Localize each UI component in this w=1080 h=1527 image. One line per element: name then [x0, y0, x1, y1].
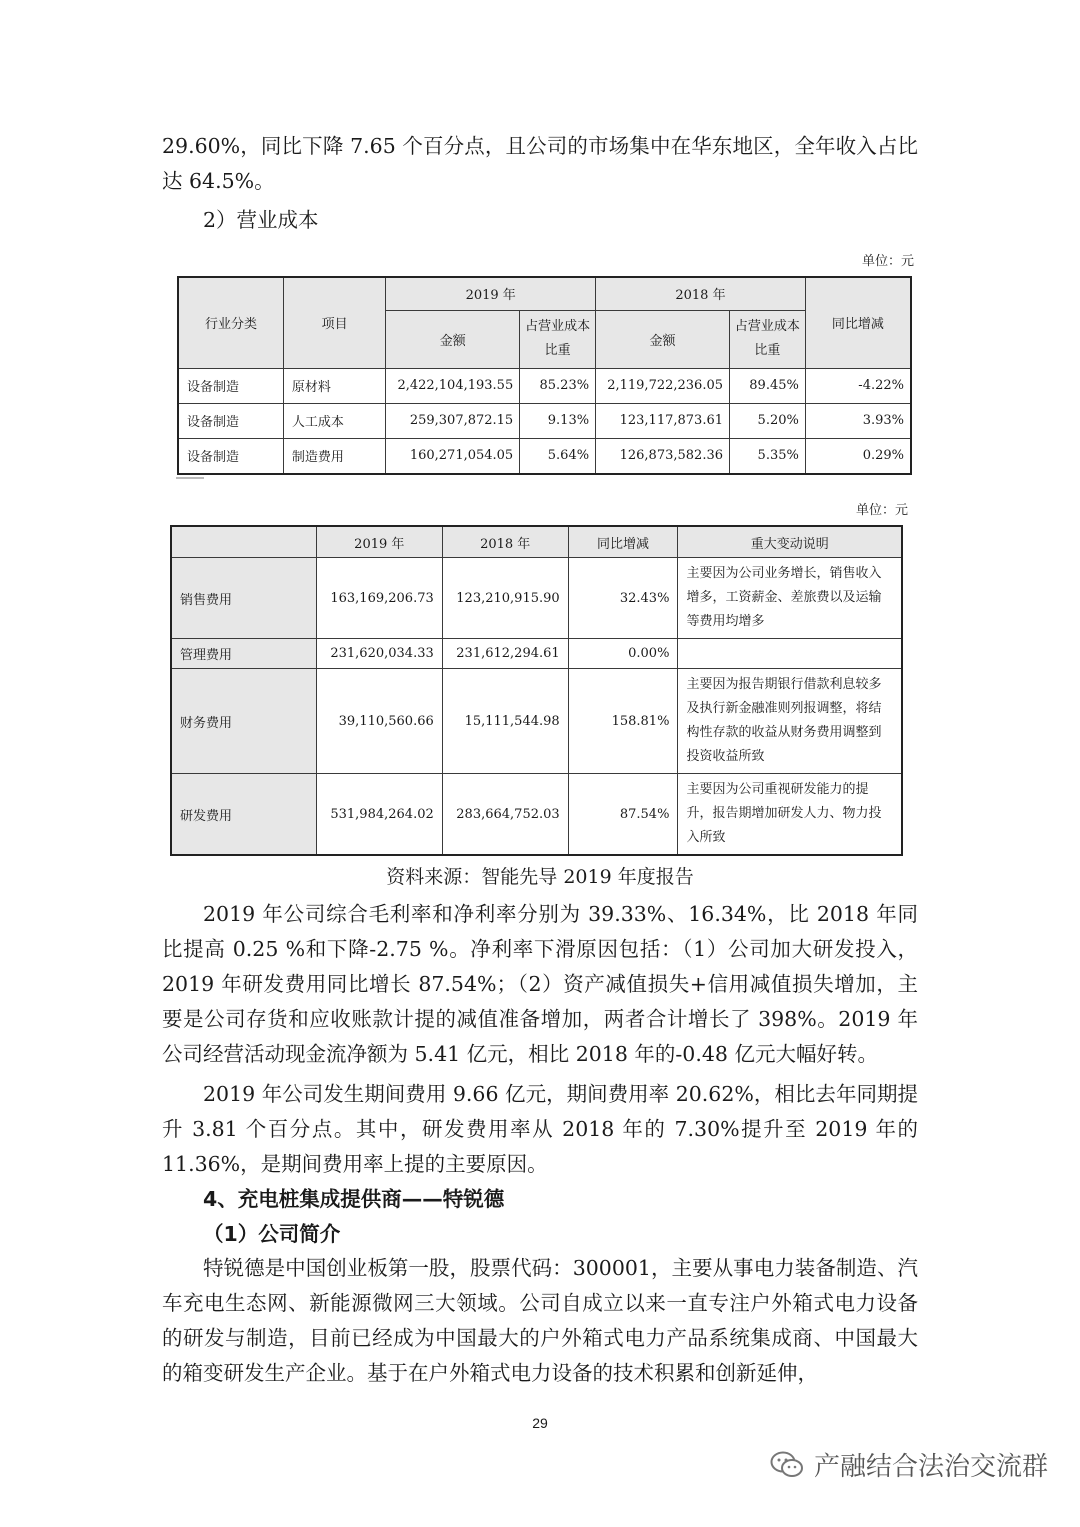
cell-item: 原材料 — [283, 368, 385, 403]
cell-2019: 163,169,206.73 — [316, 558, 442, 639]
row-label: 财务费用 — [171, 669, 316, 774]
cell-yoy: 3.93% — [805, 403, 911, 438]
cell-amount-2018: 2,119,722,236.05 — [596, 368, 730, 403]
operating-cost-table — [177, 276, 912, 475]
table-row — [171, 669, 902, 774]
table-row — [178, 403, 911, 438]
table-row — [171, 558, 902, 639]
cell-yoy: 0.00% — [568, 639, 678, 669]
table-row — [178, 368, 911, 403]
cell-2019: 231,620,034.33 — [316, 639, 442, 669]
cell-yoy: -4.22% — [805, 368, 911, 403]
cell-ratio-2019: 85.23% — [520, 368, 596, 403]
header-2019: 2019 年 — [316, 526, 442, 558]
table-row — [178, 438, 911, 474]
intro-heading: （1）公司简介 — [203, 1222, 341, 1246]
source-caption: 资料来源：智能先导 2019 年度报告 — [386, 866, 694, 888]
cell-yoy: 158.81% — [568, 669, 678, 774]
page-number: 29 — [532, 1415, 548, 1431]
header-2018: 2018 年 — [442, 526, 568, 558]
cell-ratio-2019: 5.64% — [520, 438, 596, 474]
cell-amount-2019: 259,307,872.15 — [386, 403, 520, 438]
table1-unit: 单位：元 — [861, 254, 914, 269]
table2-unit: 单位：元 — [855, 503, 908, 518]
cell-industry: 设备制造 — [178, 438, 283, 474]
cell-ratio-2018: 5.35% — [730, 438, 806, 474]
cell-yoy: 0.29% — [805, 438, 911, 474]
cell-note: 主要因为报告期银行借款利息较多及执行新金融准则列报调整，将结构性存款的收益从财务费用调整到投资收益所致 — [678, 669, 902, 774]
header-2018: 2018 年 — [596, 277, 806, 310]
intro-paragraph: 29.60%，同比下降 7.65 个百分点，且公司的市场集中在华东地区，全年收入占比达 64.5%。 — [162, 134, 918, 193]
cell-amount-2018: 123,117,873.61 — [596, 403, 730, 438]
watermark-text: 产融结合法治交流群 — [813, 1452, 1048, 1482]
scan-artifact — [176, 477, 204, 479]
cell-2019: 531,984,264.02 — [316, 774, 442, 856]
row-label: 研发费用 — [171, 774, 316, 856]
header-amount-2019: 金额 — [386, 310, 520, 368]
period-expense-table — [170, 525, 903, 856]
cell-ratio-2018: 89.45% — [730, 368, 806, 403]
header-ratio-2019: 占营业成本比重 — [520, 310, 596, 368]
header-industry: 行业分类 — [178, 277, 283, 368]
cell-2018: 15,111,544.98 — [442, 669, 568, 774]
table-row — [171, 639, 902, 669]
header-blank — [171, 526, 316, 558]
cell-2018: 283,664,752.03 — [442, 774, 568, 856]
company-paragraph: 特锐德是中国创业板第一股，股票代码：300001，主要从事电力装备制造、汽车充电生态网、新能源微网三大领域。公司自成立以来一直专注户外箱式电力设备的研发与制造，目前已经成为中国最大的户外箱式电力产品系统集成商、中国最大的箱变研发生产企业。基于在户外箱式电力设备的技术积累和创新延伸， — [162, 1256, 918, 1385]
header-yoy: 同比增减 — [805, 277, 911, 368]
cell-item: 人工成本 — [283, 403, 385, 438]
watermark — [770, 1446, 1048, 1483]
header-amount-2018: 金额 — [596, 310, 730, 368]
cell-ratio-2018: 5.20% — [730, 403, 806, 438]
header-note: 重大变动说明 — [678, 526, 902, 558]
row-label: 管理费用 — [171, 639, 316, 669]
margin-paragraph: 2019 年公司综合毛利率和净利率分别为 39.33%、16.34%，比 2018 年同比提高 0.25 %和下降-2.75 %。净利率下滑原因包括：（1）公司加大研发投入，2019 年研发费用同比增长 87.54%；（2）资产减值损失+信用减值损失增加，主要是公司存货和应收账款计提的减值准备增加，两者合计增长了 398%。2019 年公司经营活动现金流净额为 5.41 亿元，相比 2018 年的-0.48 亿元大幅好转。 — [162, 902, 918, 1066]
header-2019: 2019 年 — [386, 277, 596, 310]
wechat-icon — [770, 1450, 804, 1480]
cell-industry: 设备制造 — [178, 368, 283, 403]
row-label: 销售费用 — [171, 558, 316, 639]
cell-note: 主要因为公司业务增长，销售收入增多，工资薪金、差旅费以及运输等费用均增多 — [678, 558, 902, 639]
cell-industry: 设备制造 — [178, 403, 283, 438]
section-cost-title: 2）营业成本 — [203, 208, 319, 232]
cell-2018: 123,210,915.90 — [442, 558, 568, 639]
cell-note: 主要因为公司重视研发能力的提升，报告期增加研发人力、物力投入所致 — [678, 774, 902, 856]
cell-item: 制造费用 — [283, 438, 385, 474]
header-item: 项目 — [283, 277, 385, 368]
cell-yoy: 87.54% — [568, 774, 678, 856]
expense-paragraph: 2019 年公司发生期间费用 9.66 亿元，期间费用率 20.62%，相比去年同期提升 3.81 个百分点。其中，研发费用率从 2018 年的 7.30%提升至 2019 年的 11.36%，是期间费用率上提的主要原因。 — [162, 1082, 918, 1176]
cell-2019: 39,110,560.66 — [316, 669, 442, 774]
cell-amount-2018: 126,873,582.36 — [596, 438, 730, 474]
cell-amount-2019: 2,422,104,193.55 — [386, 368, 520, 403]
cell-amount-2019: 160,271,054.05 — [386, 438, 520, 474]
header-yoy: 同比增减 — [568, 526, 678, 558]
cell-note — [678, 639, 902, 669]
header-ratio-2018: 占营业成本比重 — [730, 310, 806, 368]
cell-2018: 231,612,294.61 — [442, 639, 568, 669]
company-heading: 4、充电桩集成提供商——特锐德 — [203, 1187, 505, 1211]
cell-yoy: 32.43% — [568, 558, 678, 639]
cell-ratio-2019: 9.13% — [520, 403, 596, 438]
table-row — [171, 774, 902, 856]
